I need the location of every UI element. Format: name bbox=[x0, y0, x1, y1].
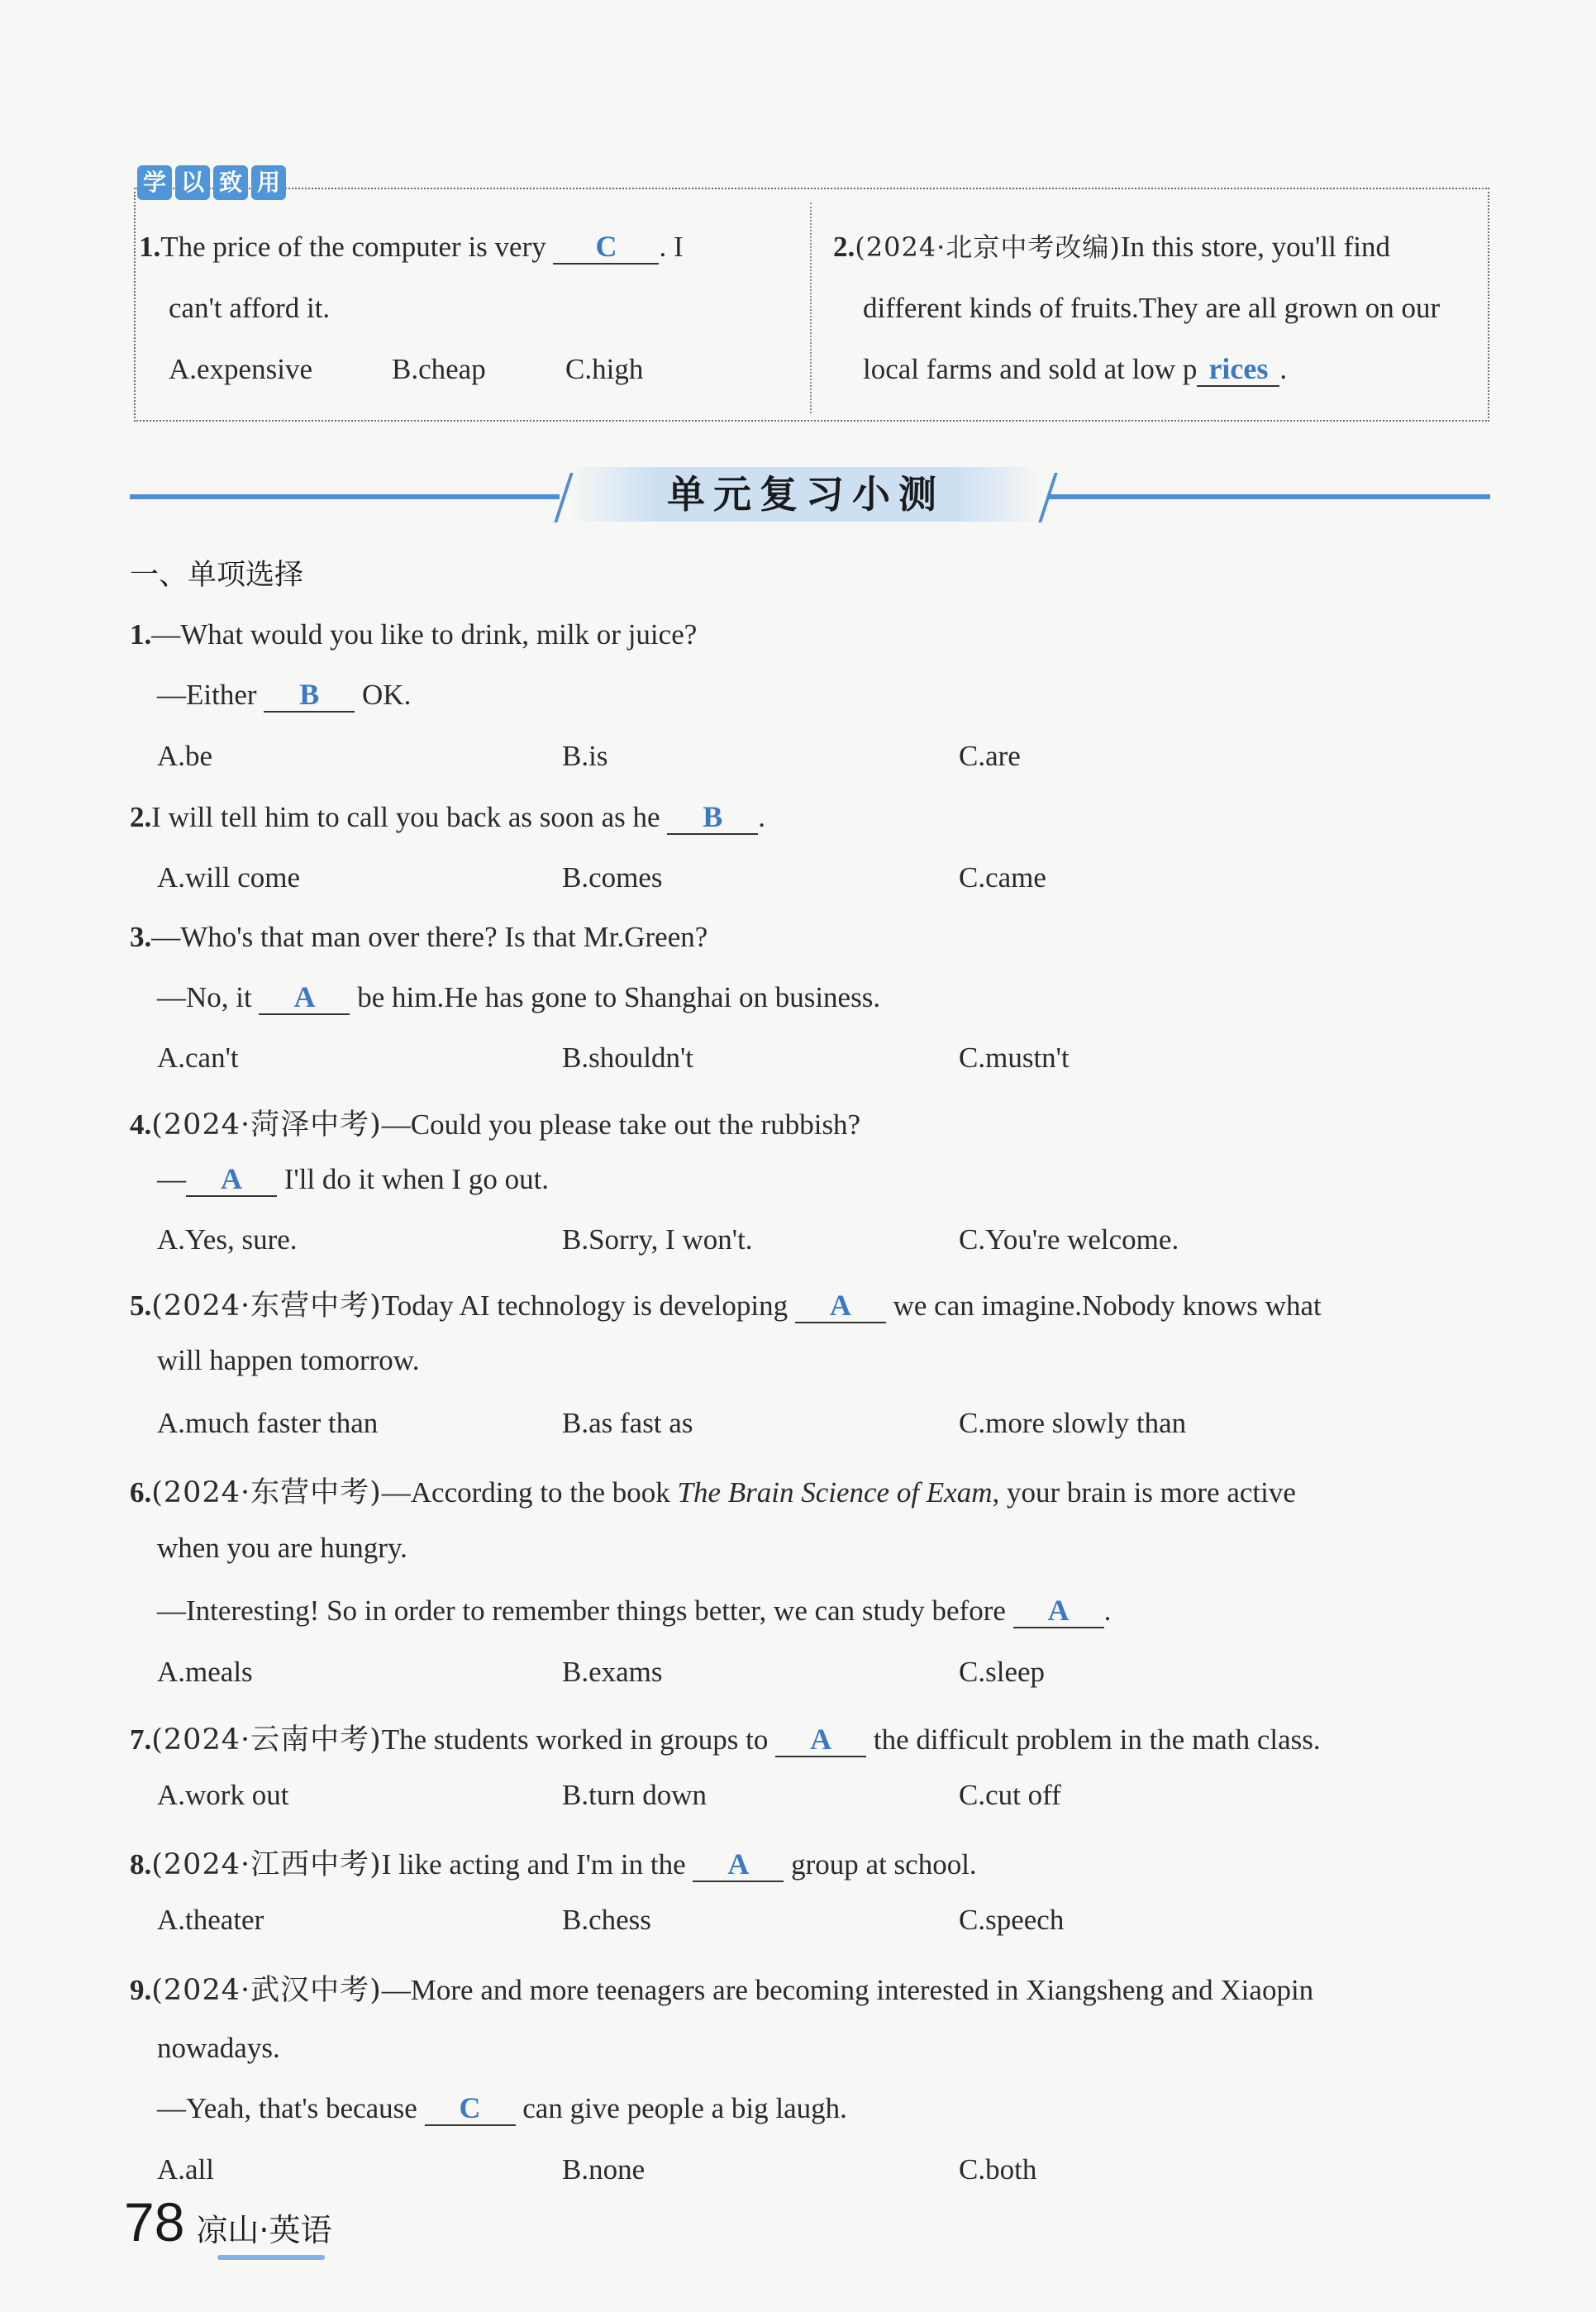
option: B.turn down bbox=[562, 1779, 707, 1811]
question-number: 1. bbox=[130, 618, 152, 651]
option: B.as fast as bbox=[562, 1407, 693, 1439]
footer-accent-bar bbox=[217, 2255, 325, 2260]
question-7 bbox=[130, 1717, 1321, 1758]
question-text: can give people a big laugh. bbox=[522, 2092, 847, 2124]
option: B.cheap bbox=[392, 353, 486, 385]
option: C.both bbox=[959, 2153, 1037, 2186]
question-text: —Interesting! So in order to remember things better, we can study before bbox=[157, 1595, 1006, 1627]
question-text: local farms and sold at low p bbox=[863, 353, 1198, 385]
option: A.will come bbox=[157, 861, 301, 894]
question-number: 3. bbox=[130, 921, 152, 953]
question-text: The students worked in groups to bbox=[381, 1723, 769, 1756]
option: A.be bbox=[157, 740, 213, 772]
question-text: I like acting and I'm in the bbox=[381, 1848, 686, 1881]
question-text: —More and more teenagers are becoming interested in Xiangsheng and Xiaopin bbox=[381, 1974, 1314, 2006]
option: C.You're welcome. bbox=[959, 1223, 1179, 1256]
question-6 bbox=[130, 1470, 1296, 1511]
question-9 bbox=[130, 1967, 1313, 2009]
question-4 bbox=[130, 1102, 860, 1143]
option: A.much faster than bbox=[157, 1407, 379, 1439]
question-text: . bbox=[1279, 353, 1288, 385]
question-number: 2. bbox=[130, 801, 152, 833]
option: A.theater bbox=[157, 1904, 264, 1936]
option: C.high bbox=[565, 353, 644, 385]
option: C.more slowly than bbox=[959, 1407, 1187, 1439]
question-text: will happen tomorrow. bbox=[157, 1344, 420, 1376]
question-text: In this store, you'll find bbox=[1120, 231, 1390, 263]
question-text: group at school. bbox=[791, 1848, 977, 1881]
badge-char: 用 bbox=[251, 165, 286, 200]
option: A.work out bbox=[157, 1779, 289, 1811]
question-text: —Could you please take out the rubbish? bbox=[381, 1108, 861, 1141]
question-text: —According to the book bbox=[381, 1476, 670, 1509]
question-number: 7. bbox=[130, 1723, 152, 1756]
question-number: 1. bbox=[139, 231, 161, 263]
option: C.sleep bbox=[959, 1656, 1046, 1688]
page-footer bbox=[124, 2190, 332, 2253]
question-text: when you are hungry. bbox=[157, 1532, 407, 1564]
question-text: . I bbox=[659, 231, 684, 263]
option: B.is bbox=[562, 740, 608, 772]
answer-blank: B bbox=[264, 678, 355, 713]
badge-char: 学 bbox=[137, 165, 172, 200]
question-text: The price of the computer is very bbox=[160, 231, 546, 263]
question-text: —No, it bbox=[157, 981, 252, 1013]
question-line bbox=[157, 2091, 847, 2126]
option: B.chess bbox=[562, 1904, 651, 1936]
question-source: (2024·东营中考) bbox=[151, 1476, 382, 1509]
heading-rule-right bbox=[1048, 494, 1490, 499]
question-text: —Who's that man over there? Is that Mr.Green? bbox=[151, 921, 708, 953]
option: A.expensive bbox=[169, 353, 312, 385]
option: C.mustn't bbox=[959, 1042, 1070, 1074]
answer-blank: B bbox=[667, 800, 758, 835]
part-title: 一、单项选择 bbox=[130, 559, 304, 592]
question-number: 4. bbox=[130, 1108, 152, 1141]
question-text: . bbox=[758, 801, 766, 833]
question-text: the difficult problem in the math class. bbox=[873, 1723, 1321, 1756]
question-source: (2024·江西中考) bbox=[151, 1848, 382, 1881]
option: A.meals bbox=[157, 1656, 253, 1688]
option: B.shouldn't bbox=[562, 1042, 693, 1074]
question-text: can't afford it. bbox=[169, 292, 331, 324]
option: B.Sorry, I won't. bbox=[562, 1223, 753, 1256]
question-line bbox=[157, 678, 411, 713]
question-text: , your brain is more active bbox=[992, 1476, 1296, 1509]
question-text: —What would you like to drink, milk or juice? bbox=[151, 618, 698, 651]
practice-divider bbox=[810, 203, 812, 413]
question-line bbox=[157, 1162, 549, 1197]
question-3 bbox=[130, 921, 707, 954]
badge-char: 以 bbox=[175, 165, 210, 200]
question-source: (2024·北京中考改编) bbox=[855, 231, 1121, 263]
question-text: . bbox=[1103, 1595, 1112, 1627]
option: B.exams bbox=[562, 1656, 663, 1688]
question-text: I'll do it when I go out. bbox=[283, 1163, 550, 1195]
answer-blank: A bbox=[1013, 1594, 1104, 1628]
heading-rule-left bbox=[130, 494, 560, 499]
answer-blank: A bbox=[186, 1162, 277, 1197]
practice-q2 bbox=[833, 217, 1486, 400]
option: B.comes bbox=[562, 861, 663, 894]
answer-blank: C bbox=[553, 230, 659, 265]
answer-blank: C bbox=[425, 2091, 516, 2126]
answer-blank: rices bbox=[1197, 352, 1279, 387]
question-2 bbox=[130, 800, 765, 835]
book-label: 凉山·英语 bbox=[196, 2212, 332, 2248]
question-source: (2024·云南中考) bbox=[151, 1723, 382, 1757]
question-source: (2024·菏泽中考) bbox=[151, 1108, 382, 1142]
option: B.none bbox=[562, 2153, 646, 2186]
question-text: — bbox=[157, 1163, 186, 1195]
question-line bbox=[157, 980, 880, 1015]
question-number: 8. bbox=[130, 1848, 152, 1881]
book-title: The Brain Science of Exam bbox=[677, 1476, 993, 1509]
option: A.Yes, sure. bbox=[157, 1223, 298, 1256]
question-5 bbox=[130, 1283, 1322, 1324]
question-text: nowadays. bbox=[157, 2032, 280, 2064]
section-title: 单元复习小测 bbox=[570, 467, 1041, 522]
question-number: 6. bbox=[130, 1476, 152, 1509]
question-text: OK. bbox=[362, 679, 412, 711]
question-line bbox=[157, 1594, 1111, 1628]
question-text: I will tell him to call you back as soon as he bbox=[151, 801, 660, 833]
answer-blank: A bbox=[693, 1847, 784, 1882]
question-text: be him.He has gone to Shanghai on business. bbox=[357, 981, 881, 1013]
question-source: (2024·武汉中考) bbox=[151, 1974, 382, 2007]
question-number: 5. bbox=[130, 1289, 152, 1322]
option: A.all bbox=[157, 2153, 215, 2186]
question-text: different kinds of fruits.They are all grown on our bbox=[863, 292, 1441, 324]
practice-badge bbox=[137, 165, 286, 200]
answer-blank: A bbox=[259, 980, 350, 1015]
question-text: —Either bbox=[157, 679, 257, 711]
question-number: 2. bbox=[833, 231, 855, 263]
answer-blank: A bbox=[775, 1723, 866, 1757]
option: C.came bbox=[959, 861, 1046, 894]
option: A.can't bbox=[157, 1042, 239, 1074]
practice-q1 bbox=[139, 217, 800, 400]
question-source: (2024·东营中考) bbox=[151, 1289, 382, 1323]
answer-blank: A bbox=[795, 1289, 886, 1323]
badge-char: 致 bbox=[213, 165, 248, 200]
option: C.are bbox=[959, 740, 1021, 772]
question-1 bbox=[130, 618, 697, 651]
question-8 bbox=[130, 1842, 977, 1883]
question-text: Today AI technology is developing bbox=[381, 1289, 788, 1322]
question-number: 9. bbox=[130, 1974, 152, 2006]
page-number: 78 bbox=[124, 2191, 185, 2252]
question-text: we can imagine.Nobody knows what bbox=[893, 1289, 1322, 1322]
option: C.cut off bbox=[959, 1779, 1061, 1811]
option: C.speech bbox=[959, 1904, 1065, 1936]
question-text: —Yeah, that's because bbox=[157, 2092, 417, 2124]
